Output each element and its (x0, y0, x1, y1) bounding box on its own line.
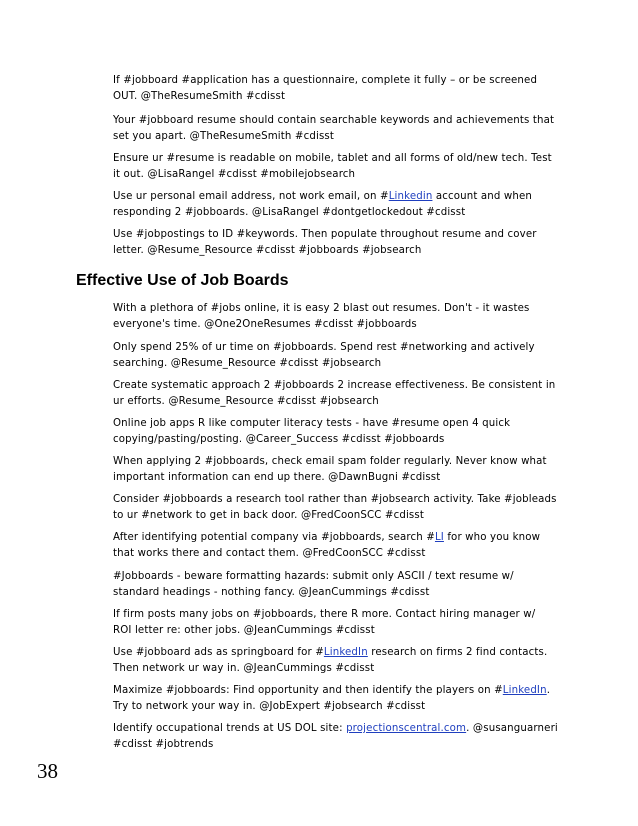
tip-line: to ur #network to get in back door. @FredCoonSCC #cdisst (113, 509, 424, 521)
linkedin-link[interactable]: LinkedIn (502, 685, 547, 696)
tip-paragraph (113, 73, 583, 104)
tip-paragraph (113, 454, 583, 485)
tip-line: letter. @Resume_Resource #cdisst #jobboards #jobsearch (113, 244, 422, 256)
tip-line: Ensure ur #resume is readable on mobile, tablet and all forms of old/new tech. Test (113, 153, 552, 164)
tip-paragraph (113, 340, 583, 371)
tip-text: Maximize #jobboards: Find opportunity and then identify the players on # (113, 685, 503, 696)
linkedin-link[interactable]: Linkedin (388, 191, 433, 202)
tip-line: Only spend 25% of ur time on #jobboards. Spend rest #networking and actively (113, 342, 535, 353)
tip-line: Try to network your way in. @JobExpert #jobsearch #cdisst (113, 700, 426, 712)
tip-paragraph (113, 378, 583, 409)
tip-paragraph (113, 569, 583, 600)
tip-text: After identifying potential company via #jobboards, search # (113, 532, 435, 543)
tip-line: searching. @Resume_Resource #cdisst #jobsearch (113, 357, 382, 369)
tip-line: everyone's time. @One2OneResumes #cdisst #jobboards (113, 318, 417, 330)
tip-line: ROI letter re: other jobs. @JeanCummings #cdisst (113, 624, 375, 636)
tip-paragraph (113, 113, 583, 144)
tip-line: Use #jobpostings to ID #keywords. Then populate throughout resume and cover (113, 229, 537, 240)
tip-line: Create systematic approach 2 #jobboards 2 increase effectiveness. Be consistent in (113, 380, 556, 391)
tip-line: When applying 2 #jobboards, check email spam folder regularly. Never know what (113, 456, 547, 467)
tip-line: copying/pasting/posting. @Career_Success #cdisst #jobboards (113, 433, 445, 445)
tip-line: Your #jobboard resume should contain searchable keywords and achievements that (113, 115, 555, 126)
tip-line (113, 189, 583, 205)
tip-line: Consider #jobboards a research tool rather than #jobsearch activity. Take #jobleads (113, 494, 557, 505)
tip-line: important information can end up there. @DawnBugni #cdisst (113, 471, 441, 483)
tip-line: Online job apps R like computer literacy tests - have #resume open 4 quick (113, 418, 511, 429)
tip-line: set you apart. @TheResumeSmith #cdisst (113, 130, 335, 142)
tip-line (113, 645, 583, 661)
tip-line (113, 530, 583, 546)
tip-paragraph (113, 227, 583, 258)
linkedin-link[interactable]: LinkedIn (323, 647, 368, 658)
tip-paragraph (113, 683, 583, 714)
tip-paragraph (113, 607, 583, 638)
tip-text: for who you know (443, 532, 541, 543)
tip-line: If #jobboard #application has a questionnaire, complete it fully – or be screened (113, 75, 538, 86)
tip-paragraph (113, 492, 583, 523)
tip-line: #cdisst #jobtrends (113, 738, 214, 750)
tip-line: OUT. @TheResumeSmith #cdisst (113, 90, 286, 102)
tip-line (113, 683, 583, 699)
tip-text: Use ur personal email address, not work email, on # (113, 191, 389, 202)
section-title: Effective Use of Job Boards (76, 272, 289, 289)
tip-paragraph (113, 189, 583, 220)
tip-line: If firm posts many jobs on #jobboards, there R more. Contact hiring manager w/ (113, 609, 536, 620)
tip-line (113, 721, 583, 737)
tip-line: standard headings - nothing fancy. @JeanCummings #cdisst (113, 586, 430, 598)
tip-paragraph (113, 151, 583, 182)
page-number: 38 (37, 759, 58, 783)
tip-line: #Jobboards - beware formatting hazards: submit only ASCII / text resume w/ (113, 571, 514, 582)
tip-text: research on firms 2 find contacts. (367, 647, 548, 658)
tip-line: ur efforts. @Resume_Resource #cdisst #jobsearch (113, 395, 379, 407)
tip-paragraph (113, 416, 583, 447)
tip-text: . @susanguarneri (466, 723, 558, 734)
tip-line: it out. @LisaRangel #cdisst #mobilejobsearch (113, 168, 356, 180)
tip-paragraph (113, 721, 583, 752)
tip-text: Use #jobboard ads as springboard for # (113, 647, 324, 658)
tip-text: Identify occupational trends at US DOL site: (113, 723, 347, 734)
li-link[interactable]: LI (434, 532, 444, 543)
tip-line: responding 2 #jobboards. @LisaRangel #dontgetlockedout #cdisst (113, 206, 466, 218)
tip-paragraph (113, 645, 583, 676)
tip-line: Then network ur way in. @JeanCummings #cdisst (113, 662, 375, 674)
tip-line: With a plethora of #jobs online, it is easy 2 blast out resumes. Don't - it wastes (113, 303, 530, 314)
tip-paragraph (113, 530, 583, 561)
tip-text: . (546, 685, 551, 696)
projectionscentral-link[interactable]: projectionscentral.com (346, 723, 467, 734)
tip-line: that works there and contact them. @FredCoonSCC #cdisst (113, 547, 426, 559)
tip-paragraph (113, 301, 583, 332)
tip-text: account and when (432, 191, 532, 202)
